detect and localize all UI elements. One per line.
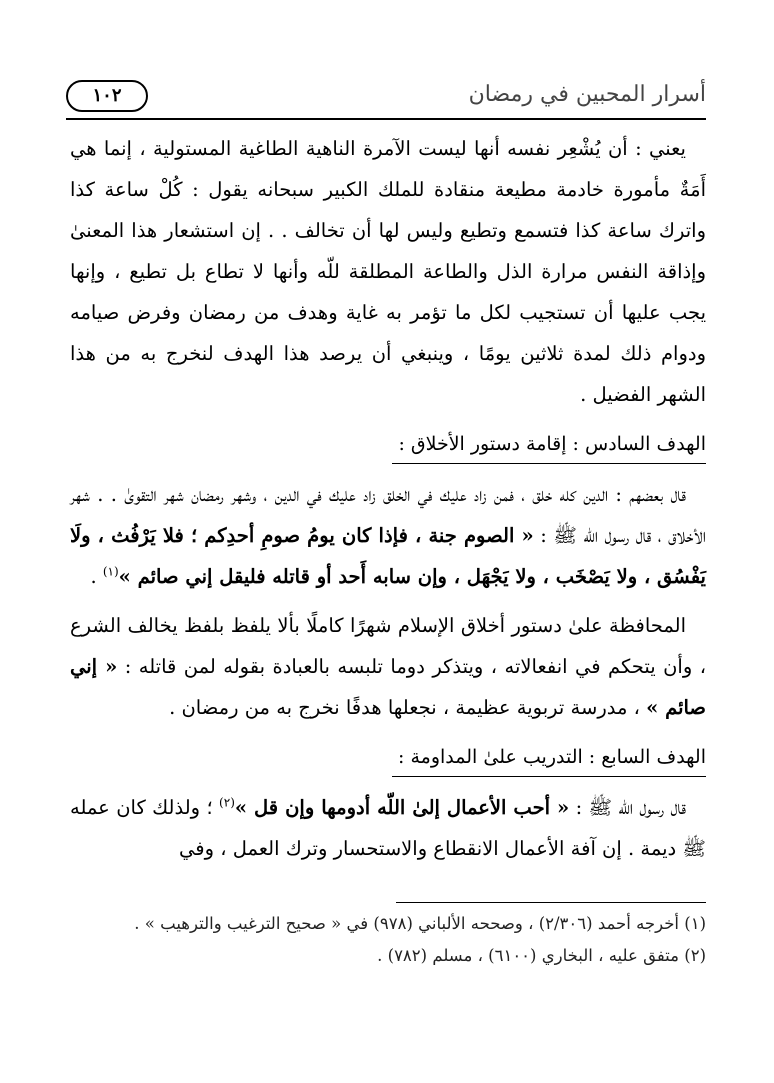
paragraph-text: المحافظة علىٰ دستور أخلاق الإسلام شهرًا كاملًا بألا يلفظ بلفظ يخالف الشرع ، وأن يتحكم في انفعالاته ، ويتذكر دوما تلبسه بالعبادة بقوله لمن قاتله : <box>70 614 706 678</box>
paragraph <box>70 605 706 728</box>
page-body <box>70 128 706 877</box>
paragraph-text: قال بعضهم : الدين كله خلق ، فمن زاد عليك في الخلق زاد عليك في الدين ، وشهر رمضان شهر التقوىٰ . . شهر الأخلاق ، قال رسول اللّه ﷺ : <box>70 483 706 547</box>
hadith-quote: « أحب الأعمال إلىٰ اللّه أدومها وإن قل » <box>234 796 570 819</box>
footnote-rule <box>396 902 706 903</box>
running-title: أسرار المحبين في رمضان <box>468 82 706 107</box>
footnote: (١) أخرجه أحمد (٢/٣٠٦) ، وصححه الألباني (٩٧٨) في « صحيح الترغيب والترهيب » . <box>134 914 706 933</box>
page-header <box>66 74 706 120</box>
section-heading-6: الهدف السادس : إقامة دستور الأخلاق : <box>392 431 706 464</box>
footnotes <box>70 908 706 972</box>
paragraph-text: ، مدرسة تربوية عظيمة ، نجعلها هدفًا نخرج به من رمضان . <box>169 696 647 719</box>
page-number: ١٠٢ <box>66 80 148 112</box>
hadith-quote: « الصوم جنة ، فإذا كان يومُ صومِ أحدِكم ؛ فلا يَرْفُث ، ولَا يَفْسُق ، ولا يَصْخَب ، ولا يَجْهَل ، وإن سابه أَحد أو قاتله فليقل إني صائم » <box>70 524 706 588</box>
paragraph-text: قال رسول اللّه ﷺ : <box>575 796 687 819</box>
paragraph <box>70 474 706 597</box>
paragraph-text: . <box>90 565 103 588</box>
header-rule <box>66 118 706 120</box>
paragraph-text: ؛ ولذلك كان عمله ﷺ ديمة . إن آفة الأعمال الانقطاع والاستحسار وترك العمل ، وفي <box>70 796 706 860</box>
paragraph <box>70 787 706 869</box>
footnote-ref: (١) <box>102 564 119 579</box>
footnote-ref: (٢) <box>219 795 235 810</box>
footnote: (٢) متفق عليه ، البخاري (٦١٠٠) ، مسلم (٧٨٢) . <box>377 946 706 965</box>
section-heading-7: الهدف السابع : التدريب علىٰ المداومة : <box>392 744 706 777</box>
quote: « إني صائم » <box>70 655 706 719</box>
paragraph: يعني : أن يُشْعِر نفسه أنها ليست الآمرة الناهية الطاغية المستولية ، إنما هي أَمَةٌ مأمورة خادمة مطيعة منقادة للملك الكبير سبحانه يقول : كُلْ ساعة كذا واترك ساعة كذا فتسمع وتطيع وليس لها أن تخالف . . إن استشعار هذا المعنىٰ وإذاقة النفس مرارة الذل والطاعة المطلقة للّه وأنها لا تطاع بل تطيع ، وإنها يجب عليها أن تستجيب لكل ما تؤمر به غاية وهدف من رمضان وفرض صيامه ودوام ذلك لمدة ثلاثين يومًا ، وينبغي أن يرصد هذا الهدف لنخرج به من هذا الشهر الفضيل . <box>70 137 706 406</box>
